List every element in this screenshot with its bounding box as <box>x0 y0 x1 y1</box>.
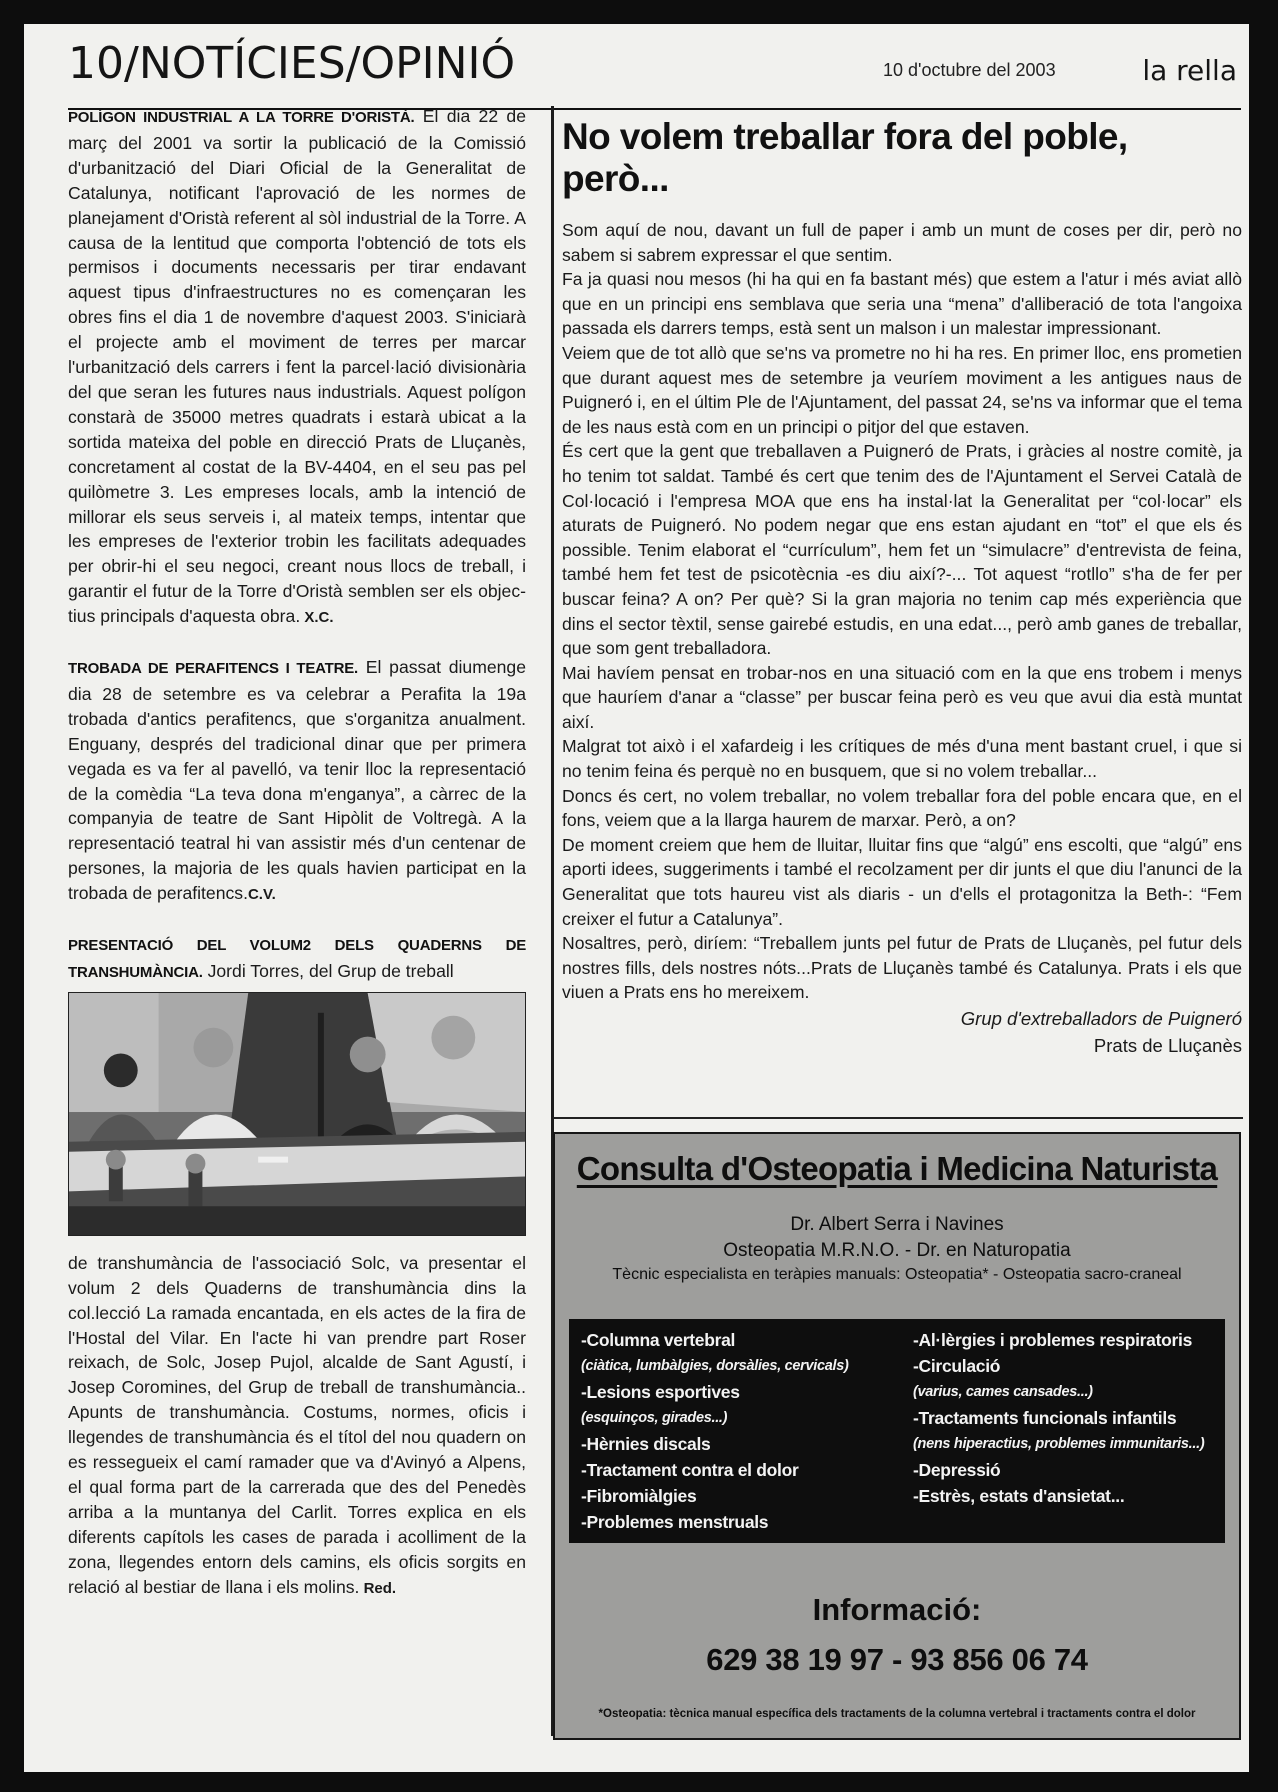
letter-paragraph: Mai havíem pensat en trobar-nos en una situació com en la que ens trobem i menys que hauríem d'anar a “classe” per buscar feina però es veu que avui dia està muntat així. <box>562 662 1242 732</box>
article-signature: X.C. <box>300 609 334 627</box>
treatment-item: -Columna vertebral <box>581 1330 736 1350</box>
treatment-item: -Al·lèrgies i problemes respiratoris <box>913 1330 1193 1350</box>
treatment-item: -Tractaments funcionals infantils <box>913 1408 1177 1428</box>
treatment-item: -Circulació <box>913 1356 1001 1376</box>
letter-paragraph: Fa ja quasi nou mesos (hi ha qui en fa bastant més) que estem a l'atur i més aviat allò que en un principi ens semblava que seria una “mena” d'alliberació de tota l'angoixa passada els darrers temps, està sent un malson i un malestar impressionant. <box>562 269 1242 339</box>
presentation-photo <box>68 992 526 1236</box>
letter-paragraph: De moment creiem que hem de lluitar, lluitar fins que “algú” ens escolti, que “algú” ens aporti idees, suggeriments i també el recolzament per dir junts el que diu l'anunci de la Generalitat que tots haureu vist als diaris - un d'ells el protagonitza la Beth-: “Fem creixer el futur a Catalunya”. <box>562 834 1242 929</box>
ad-doctor-name: Dr. Albert Serra i Navines <box>790 1214 1004 1235</box>
ad-credentials: Osteopatia M.R.N.O. - Dr. en Naturopatia <box>723 1240 1071 1261</box>
article-kicker: TROBADA DE PERAFITENCS I TEATRE. <box>68 660 359 678</box>
article-body: Jordi Torres, del Grup de treball <box>202 961 454 981</box>
article-trobada <box>68 655 526 908</box>
opinion-byline <box>562 1005 1242 1059</box>
osteopathy-advertisement <box>553 1132 1241 1740</box>
section-title: 10/NOTÍCIES/OPINIÓ <box>68 38 516 89</box>
ad-phone-numbers: 629 38 19 97 - 93 856 06 74 <box>706 1642 1088 1677</box>
byline-author: Grup d'extreballadors de Puigneró <box>960 1008 1242 1029</box>
opinion-headline: No volem treballar fora del poble, però... <box>562 116 1128 199</box>
treatment-item: -Lesions esportives <box>581 1382 740 1402</box>
treatment-detail: (ciàtica, lumbàlgies, dorsàlies, cervicals) <box>581 1358 849 1374</box>
letter-paragraph: Malgrat tot això i el xafardeig i les crítiques de més d'una ment bastant cruel, i que si no tenim feina és perquè no en busquem, que si no volem treballar... <box>562 736 1242 782</box>
treatment-detail: (varius, cames cansades...) <box>913 1384 1093 1400</box>
ad-specialty: Tècnic especialista en teràpies manuals: Osteopatia* - Osteopatia sacro-craneal <box>612 1266 1182 1283</box>
ad-treatments-box <box>569 1319 1225 1543</box>
opinion-letter <box>562 218 1242 1005</box>
treatment-item: -Estrès, estats d'ansietat... <box>913 1486 1125 1506</box>
article-quaderns <box>68 932 526 986</box>
letter-paragraph: Som aquí de nou, davant un full de paper i amb un munt de coses per dir, però no sabem si sabrem expressar el que sentim. <box>562 220 1242 265</box>
treatments-list-left <box>581 1327 891 1535</box>
article-kicker: POLÍGON INDUSTRIAL A LA TORRE D'ORISTÀ. <box>68 109 415 126</box>
ad-title: Consulta d'Osteopatia i Medicina Naturista <box>576 1150 1218 1187</box>
treatment-item: -Tractament contra el dolor <box>581 1460 799 1480</box>
letter-paragraph: És cert que la gent que treballaven a Puigneró de Prats, i gràcies al nostre comitè, ja ho tenim tot saldat. També és cert que tenim des de l'Ajuntament el Servei Català de Col·locació i l'empresa MOA que ens ha instal·lat la Generalitat per “col·locar” els aturats de Puigneró. No podem negar que ens estan ajudant en “tot” el que els és possible. Tenim elaborat el “currículum”, hem fet un “simulacre” d'entrevista de feina, també hem fet test de psicotècnia -es diu així?-... Tot aquest “rotllo” s'ha de fer per buscar feina? A on? Per què? Si la gran majoria no tenim cap més experiència que dins el sector tèxtil, sense gairebé estudis, en una edat..., però amb ganes de treballar, que som gent treballadora. <box>562 441 1242 659</box>
opinion-column <box>562 104 1242 1059</box>
letter-paragraph: Veiem que de tot allò que se'ns va prometre no hi ha res. En primer lloc, ens prometien que durant aquest mes de setembre ja veuríem moviment a les antigues naus de Puigneró i, en el últim Ple de l'Ajuntament, del passat 24, se'ns va informar que el tema de les naus està com en un principi o pitjor del que estaven. <box>562 342 1242 437</box>
byline-place: Prats de Lluçanès <box>1093 1035 1242 1056</box>
letter-paragraph: Nosaltres, però, diríem: “Treballem junts pel futur de Prats de Lluçanès, pel futur dels nostres fills, dels nostres nóts...Prats de Lluçanès també és Catalunya. Prats i els que viuen a Prats ens ho mereixem. <box>562 933 1242 1003</box>
news-column <box>68 104 526 1602</box>
article-body: El dia 22 de març del 2001 va sortir la publicació de la Comissió d'urbanització del Diari Oficial de la Generalitat de Catalunya, notificant l'aprovació de les normes de planejament d'Oristà referent al sòl industrial de la Torre. A causa de la lentitud que comporta l'obtenció de tots els permisos i documents necessaris per tirar endavant aquest tipus d'infraestructures no es començaran les obres fins el dia 1 de novembre d'aquest 2003. S'iniciarà el projecte amb el moviment de terres per marcar l'urbanització dels carrers i fent la parcel·lació divisionària del que seran les futures naus industrials. Aquest polígon constarà de 35000 metres quadrats i estarà ubicat a la sortida mateixa del poble en direcció Prats de Lluçanès, concretament al costat de la BV-4404, en el seu pas pel quilòmetre 3. Les empreses locals, amb la intenció de millorar els seus serveis i, al mateix temps, intentar que les empreses de l'exterior trobin les facilitats adequades per obrir-hi el seu negoci, creant nous llocs de treball, i garantir el futur de la Torre d'Oristà semblen ser els objectius principals d'aquesta obra. <box>68 106 526 627</box>
treatment-item: -Fibromiàlgies <box>581 1486 697 1506</box>
article-quaderns-continued <box>68 1251 526 1602</box>
article-signature: C.V. <box>247 886 276 904</box>
publication-date: 10 d'octubre del 2003 <box>883 60 1056 80</box>
treatment-item: -Depressió <box>913 1460 1001 1480</box>
treatment-detail: (esquinços, girades...) <box>581 1410 728 1426</box>
letter-paragraph: Doncs és cert, no volem treballar, no volem treballar fora del poble encara que, en el fons, veiem que a la llarga haurem de marxar. Però, a on? <box>562 785 1242 831</box>
masthead <box>68 32 1241 110</box>
treatments-list-right <box>913 1327 1218 1509</box>
article-body: de transhumància de l'associació Solc, va presentar el volum 2 dels Quaderns de transhumància dins la col.lecció La ramada encantada, en els actes de la fira de l'Hostal del Vilar. En l'acte hi van prendre part Roser reixach, de Solc, Josep Pujol, alcalde de Sant Agustí, i Josep Coromines, del Grup de treball de transhumància.. Apunts de transhumància. Costums, normes, oficis i llegendes de transhumància és el títol del nou quadern on es ressegueix el camí ramader que va d'Avinyó a Alpens, el qual forma part de la carrerada que des del Penedès arriba a la muntanya del Carlit. Torres explica en els diferents capítols les cases de parada i acolliment de la zona, llegendes entorn dels camins, els oficis sorgits en relació al bestiar de llana i els molins. <box>68 1252 526 1597</box>
article-body: El passat diumenge dia 28 de setembre es va celebrar a Perafita la 19a trobada d'antics perafitencs, que s'organitza anualment. Enguany, després del tradicional dinar que per primera vegada es va fer al pavelló, va tenir lloc la representació de la comèdia “La teva dona m'enganya”, a càrrec de la companyia de teatre de Sant Hipòlit de Voltregà. A la representació teatral hi van assistir més d'un centenar de persones, la majoria de les quals havien participat en la trobada de perafitencs. <box>68 657 527 904</box>
treatment-item: -Hèrnies discals <box>581 1434 711 1454</box>
publication-name: la rella <box>1142 54 1237 87</box>
section-rule <box>553 1117 1243 1119</box>
ad-info-label: Informació: <box>812 1592 982 1627</box>
treatment-item: -Problemes menstruals <box>581 1512 769 1532</box>
ad-footnote: *Osteopatia: tècnica manual específica dels tractaments de la columna vertebral i tractaments contra el dolor <box>598 1708 1196 1720</box>
treatment-detail: (nens hiperactius, problemes immunitaris...) <box>913 1436 1205 1452</box>
article-poligon <box>68 104 526 631</box>
newspaper-page <box>24 24 1249 1772</box>
article-kicker: PRESENTACIÓ DEL VOLUM2 DELS QUADERNS DE TRANSHUMÀNCIA. <box>68 937 526 981</box>
article-signature: Red. <box>359 1579 397 1597</box>
